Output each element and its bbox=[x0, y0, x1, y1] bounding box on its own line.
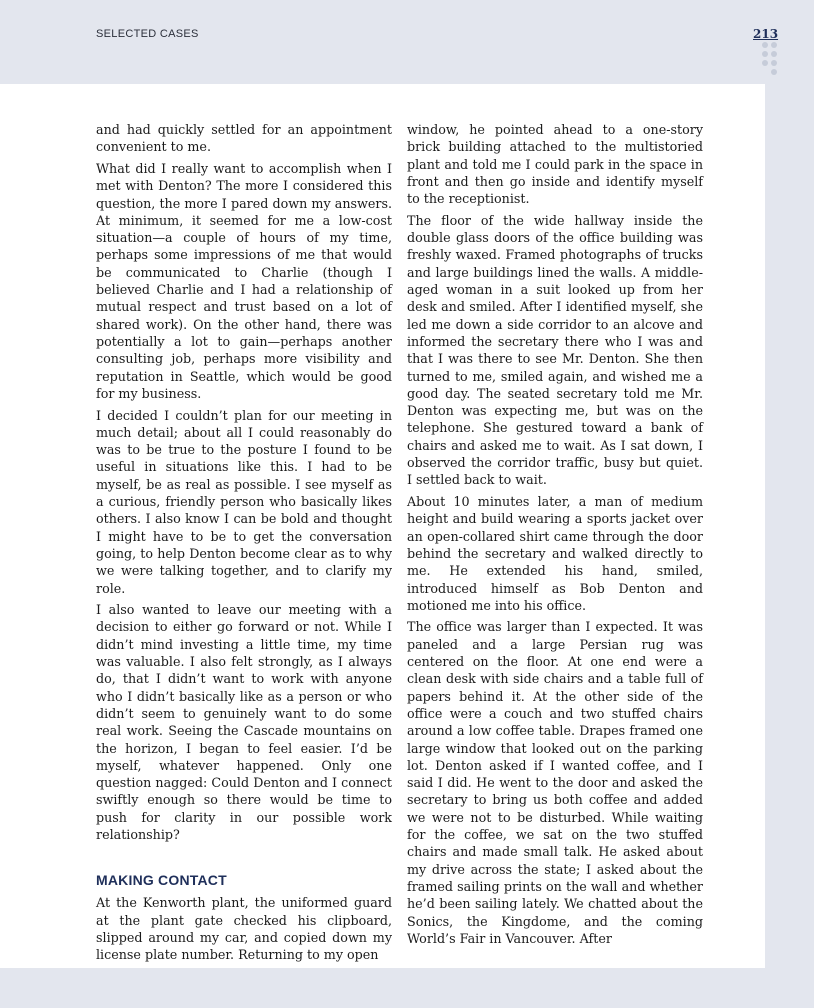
bottom-band bbox=[0, 968, 814, 1008]
left-column bbox=[96, 121, 392, 968]
paragraph: I decided I couldn’t plan for our meeting in much detail; about all I could reasonably do was to be true to the posture I found to be useful in situations like this. I had to be myself, be as real as possible. I see myself as a curious, friendly person who basically likes others. I also know I can be bold and thought I might have to be to get the conversation going, to help Denton become clear as to why we were talking together, and to clarify my role. bbox=[96, 407, 392, 596]
paragraph: What did I really want to accomplish when I met with Denton? The more I considered this question, the more I pared down my answers. At minimum, it seemed for me a low-cost situation—a couple of hours of my time, perhaps some impressions of me that would be communicated to Charlie (though I believed Charlie and I had a relationship of mutual respect and trust based on a lot of shared work). On the other hand, there was potentially a lot to gain—perhaps another consulting job, perhaps more visibility and reputation in Seattle, which would be good for my business. bbox=[96, 160, 392, 401]
page-body bbox=[0, 84, 765, 968]
running-head: SELECTED CASES bbox=[96, 28, 199, 40]
paragraph: About 10 minutes later, a man of medium height and build wearing a sports jacket over an open-collared shirt came through the door behind the secretary and walked directly to me. He extended his hand, smiled, introduced himself as Bob Denton and motioned me into his office. bbox=[407, 494, 703, 613]
right-column bbox=[407, 121, 703, 952]
paragraph: and had quickly settled for an appointment convenient to me. bbox=[96, 122, 392, 155]
decorative-dots-icon bbox=[762, 42, 780, 82]
section-heading: MAKING CONTACT bbox=[96, 872, 227, 889]
paragraph: The office was larger than I expected. It was paneled and a large Persian rug was centered on the floor. At one end were a clean desk with side chairs and a table full of papers behind it. At the other side of the office were a couch and two stuffed chairs around a low coffee table. Drapes framed one large window that looked out on the parking lot. Denton asked if I wanted coffee, and I said I did. He went to the door and asked the secretary to bring us both coffee and added we were not to be disturbed. While waiting for the coffee, we sat on the two stuffed chairs and made small talk. He asked about my drive across the state; I asked about the framed sailing prints on the wall and whether he’d been sailing lately. We chatted about the Sonics, the Kingdome, and the coming World’s Fair in Vancouver. After bbox=[407, 619, 703, 946]
header-band bbox=[0, 0, 814, 84]
paragraph: The floor of the wide hallway inside the double glass doors of the office building was freshly waxed. Framed photographs of trucks and large buildings lined the walls. A middle-aged woman in a suit looked up from her desk and smiled. After I identified myself, she led me down a side corridor to an alcove and informed the secretary there who I was and that I was there to see Mr. Denton. She then turned to me, smiled again, and wished me a good day. The seated secretary told me Mr. Denton was expecting me, but was on the telephone. She gestured toward a bank of chairs and asked me to wait. As I sat down, I observed the corridor traffic, busy but quiet. I settled back to wait. bbox=[407, 212, 703, 488]
page-number: 213 bbox=[753, 27, 779, 41]
paragraph: I also wanted to leave our meeting with a decision to either go forward or not. While I didn’t mind investing a little time, my time was valuable. I also felt strongly, as I always do, that I didn’t want to work with anyone who I didn’t basically like as a person or who didn’t seem to genuinely want to do some real work. Seeing the Cascade mountains on the horizon, I began to feel easier. I’d be myself, whatever happened. Only one question nagged: Could Denton and I connect swiftly enough so there would be time to push for clarity in our possible work relationship? bbox=[96, 602, 392, 843]
paragraph: window, he pointed ahead to a one-story brick building attached to the multistoried plant and told me I could park in the space in front and then go inside and identify myself to the receptionist. bbox=[407, 122, 703, 207]
paragraph: At the Kenworth plant, the uniformed guard at the plant gate checked his clipboard, slipped around my car, and copied down my license plate number. Returning to my open bbox=[96, 895, 392, 963]
